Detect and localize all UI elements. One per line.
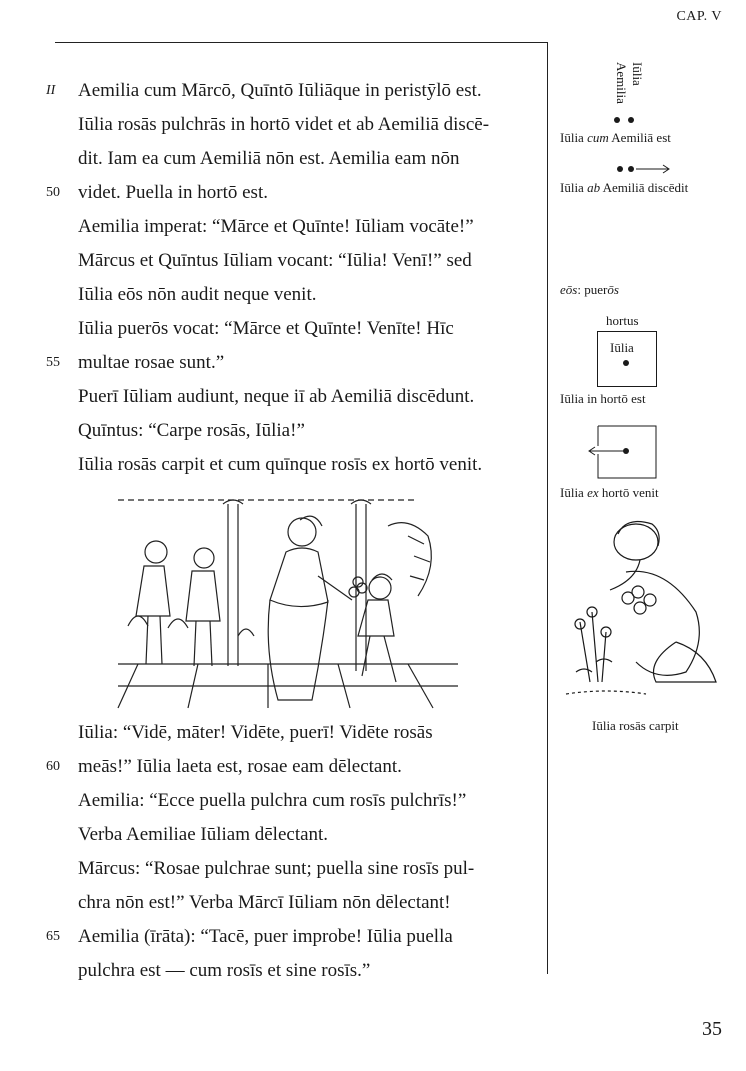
text-line: Puerī Iūliam audiunt, neque iī ab Aemiliā discēdunt. — [78, 386, 475, 407]
text-line: Iūlia eōs nōn audit neque venit. — [78, 284, 317, 305]
line-number: II — [46, 83, 56, 98]
text-line: Mārcus et Quīntus Iūliam vocant: “Iūlia! Venī!” sed — [78, 250, 472, 271]
paragraph-4 — [46, 312, 537, 380]
text-line: chra nōn est!” Verba Mārcī Iūliam nōn dēlectant! — [78, 892, 451, 913]
margin-caption-ex-horto: Iūlia ex hortō venit — [560, 485, 659, 500]
margin-caption-carpit: Iūlia rosās carpit — [592, 718, 679, 733]
garden-box-label: Iūlia — [610, 340, 634, 355]
dot-marker — [623, 360, 629, 366]
illustration-peristyle — [118, 496, 458, 708]
text-line: Iūlia rosās pulchrās in hortō videt et ab Aemiliā discē- — [78, 114, 490, 135]
text-line: Aemilia: “Ecce puella pulchra cum rosīs pulchrīs!” — [78, 790, 467, 811]
chapter-header: CAP. V — [676, 9, 722, 24]
paragraph-6 — [55, 414, 537, 448]
text-line: multae rosae sunt.” — [78, 352, 225, 373]
text-line: Aemilia (īrāta): “Tacē, puer improbe! Iūlia puella — [78, 926, 453, 947]
column-divider — [547, 42, 548, 974]
margin-diagram-ex — [586, 424, 660, 480]
page-number: 35 — [702, 1018, 722, 1040]
margin-diagram-cum — [606, 54, 645, 126]
paragraph-2 — [55, 210, 537, 244]
vertical-label-iulia: Iūlia — [630, 62, 645, 86]
text-line: Verba Aemiliae Iūliam dēlectant. — [78, 824, 329, 845]
paragraph-5 — [55, 380, 537, 414]
illustration-julia-picking-roses — [566, 512, 726, 702]
text-line: videt. Puella in hortō est. — [78, 182, 268, 203]
line-number: 65 — [46, 929, 60, 944]
margin-caption-cum: Iūlia cum Aemiliā est — [560, 130, 671, 145]
text-line: Iūlia: “Vidē, māter! Vidēte, puerī! Vidēte rosās — [78, 722, 433, 743]
garden-box — [597, 331, 657, 387]
text-line: pulchra est — cum rosīs et sine rosīs.” — [78, 960, 371, 981]
text-line: Aemilia imperat: “Mārce et Quīnte! Iūliam vocāte!” — [78, 216, 474, 237]
line-number: 55 — [46, 355, 60, 370]
line-number: 50 — [46, 185, 60, 200]
text-line: Iūlia puerōs vocat: “Mārce et Quīnte! Venīte! Hīc — [78, 318, 454, 339]
main-text — [46, 74, 537, 988]
top-rule — [55, 42, 547, 43]
text-line: dit. Iam ea cum Aemiliā nōn est. Aemilia eam nōn — [78, 148, 460, 169]
vertical-label-aemilia: Aemilia — [614, 62, 629, 104]
margin-diagram-ab — [614, 162, 674, 176]
text-line: Quīntus: “Carpe rosās, Iūlia!” — [78, 420, 305, 441]
paragraph-9 — [55, 784, 537, 852]
text-line: meās!” Iūlia laeta est, rosae eam dēlectant. — [78, 756, 402, 777]
text-line: Mārcus: “Rosae pulchrae sunt; puella sine rosīs pul- — [78, 858, 475, 879]
text-line: Iūlia rosās carpit et cum quīnque rosīs ex hortō venit. — [78, 454, 483, 475]
margin-caption-in-horto: Iūlia in hortō est — [560, 391, 646, 406]
line-number: 60 — [46, 759, 60, 774]
paragraph-1 — [46, 74, 537, 210]
paragraph-11 — [46, 920, 537, 988]
margin-label-hortus: hortus — [606, 313, 639, 328]
margin-note-eos: eōs: puerōs — [560, 282, 619, 297]
paragraph-10 — [55, 852, 537, 920]
text-line: Aemilia cum Mārcō, Quīntō Iūliāque in peristӯlō est. — [78, 80, 482, 101]
paragraph-7 — [55, 448, 537, 482]
paragraph-3 — [55, 244, 537, 312]
margin-caption-ab: Iūlia ab Aemiliā discēdit — [560, 180, 689, 195]
paragraph-8 — [46, 716, 537, 784]
